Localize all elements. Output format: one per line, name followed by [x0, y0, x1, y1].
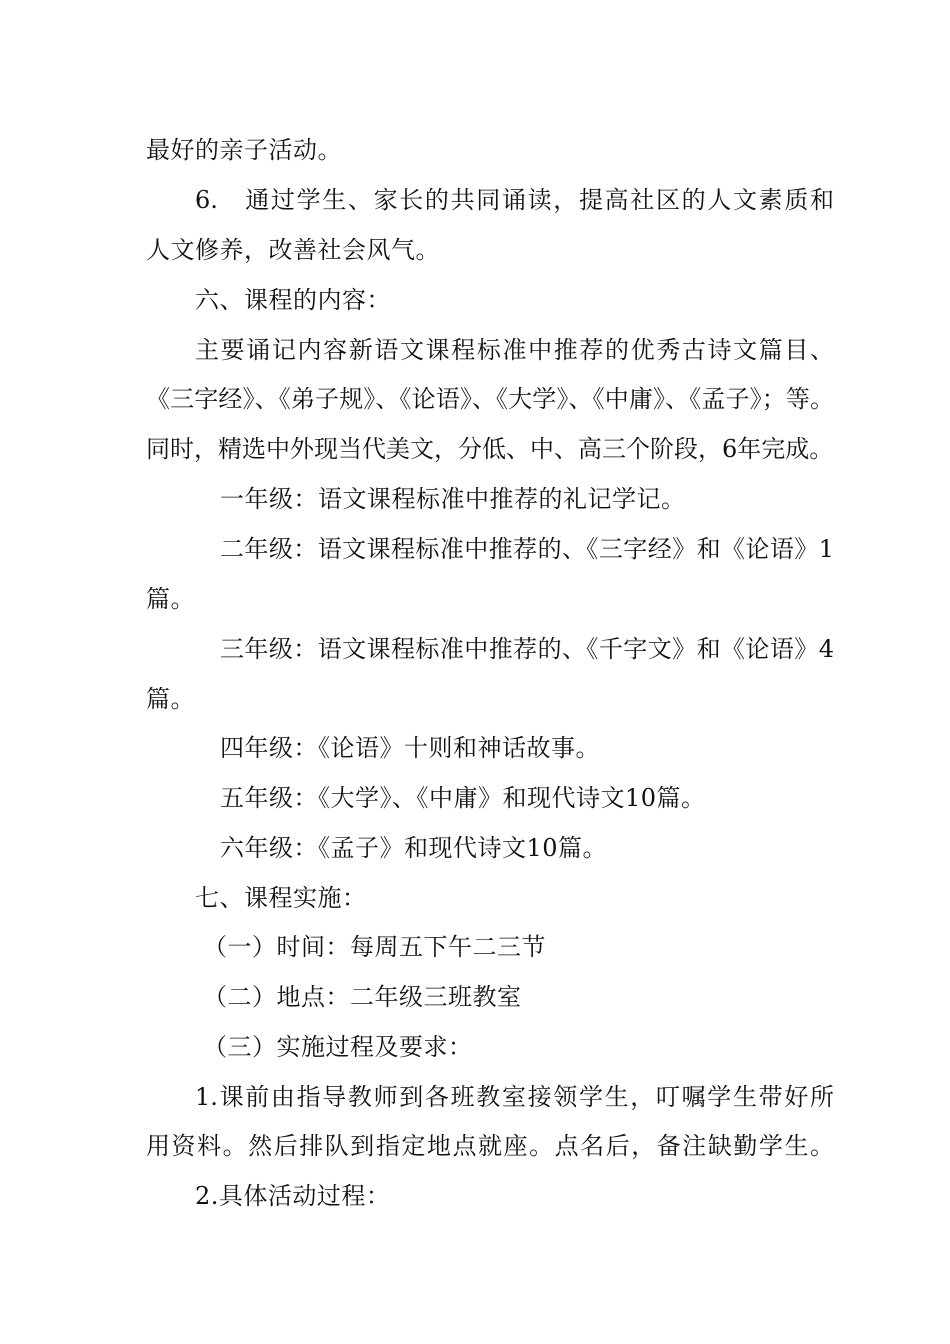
paragraph-line: 同时，精选中外现当代美文，分低、中、高三个阶段，6年完成。 — [146, 435, 834, 463]
section-heading: 七、课程实施： — [195, 884, 367, 912]
grade-line: 二年级：语文课程标准中推荐的、《三字经》和《论语》1 — [220, 535, 834, 563]
paragraph-line: 6. 通过学生、家长的共同诵读，提高社区的人文素质和 — [195, 186, 834, 214]
grade-line: 三年级：语文课程标准中推荐的、《千字文》和《论语》4 — [220, 635, 834, 663]
grade-line: 六年级：《孟子》和现代诗文10篇。 — [220, 834, 608, 862]
paragraph-line: 《三字经》、《弟子规》、《论语》、《大学》、《中庸》、《孟子》；等。 — [146, 385, 834, 413]
paragraph-line: 最好的亲子活动。 — [146, 136, 342, 164]
subsection-line: （一）时间：每周五下午二三节 — [203, 933, 546, 961]
paragraph-line: 人文修养，改善社会风气。 — [146, 236, 440, 264]
paragraph-line: 用资料。然后排队到指定地点就座。点名后，备注缺勤学生。 — [146, 1132, 834, 1160]
grade-line: 四年级：《论语》十则和神话故事。 — [220, 734, 600, 762]
subsection-line: （二）地点：二年级三班教室 — [203, 983, 522, 1011]
grade-line: 一年级：语文课程标准中推荐的礼记学记。 — [220, 485, 686, 513]
grade-line: 五年级：《大学》、《中庸》和现代诗文10篇。 — [220, 784, 706, 812]
paragraph-line: 主要诵记内容新语文课程标准中推荐的优秀古诗文篇目、 — [195, 336, 834, 364]
paragraph-line: 1.课前由指导教师到各班教室接领学生，叮嘱学生带好所 — [195, 1083, 834, 1111]
subsection-line: （三）实施过程及要求： — [203, 1033, 473, 1061]
paragraph-line: 2.具体活动过程： — [195, 1182, 391, 1210]
paragraph-line: 篇。 — [146, 685, 195, 713]
paragraph-line: 篇。 — [146, 585, 195, 613]
section-heading: 六、课程的内容： — [195, 286, 391, 314]
